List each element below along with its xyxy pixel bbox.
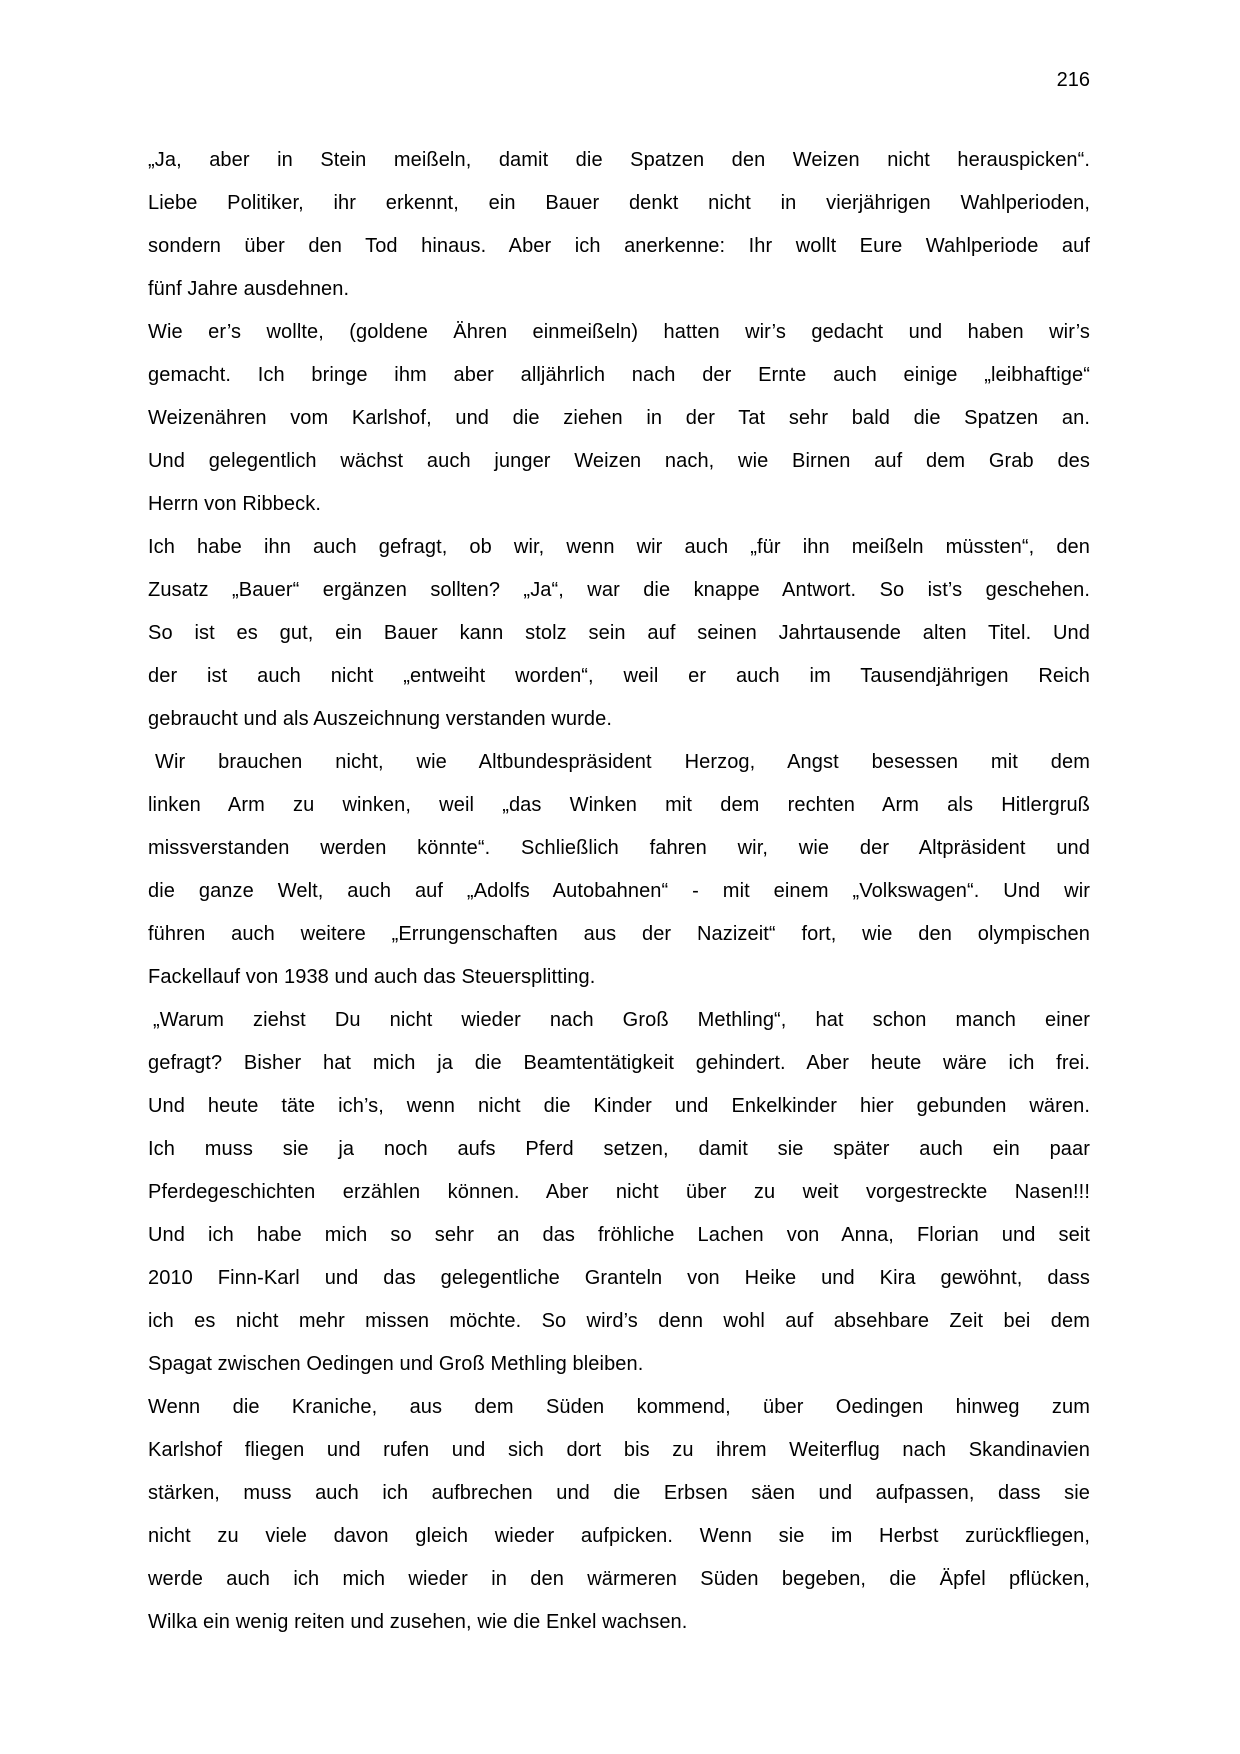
text-line: sondern über den Tod hinaus. Aber ich anerkenne: Ihr wollt Eure Wahlperiode auf bbox=[148, 235, 1090, 257]
text-line: Wenn die Kraniche, aus dem Süden kommend, über Oedingen hinweg zum bbox=[148, 1396, 1090, 1418]
text-line: stärken, muss auch ich aufbrechen und die Erbsen säen und aufpassen, dass sie bbox=[148, 1482, 1090, 1504]
text-line: Wie er’s wollte, (goldene Ähren einmeißeln) hatten wir’s gedacht und haben wir’s bbox=[148, 321, 1090, 343]
text-line: Liebe Politiker, ihr erkennt, ein Bauer denkt nicht in vierjährigen Wahlperioden, bbox=[148, 192, 1090, 214]
text-line: der ist auch nicht „entweiht worden“, weil er auch im Tausendjährigen Reich bbox=[148, 665, 1090, 687]
text-line: Fackellauf von 1938 und auch das Steuersplitting. bbox=[148, 966, 596, 988]
body-text bbox=[148, 139, 1090, 1644]
text-line: gebraucht und als Auszeichnung verstanden wurde. bbox=[148, 708, 612, 730]
paragraph bbox=[148, 741, 1090, 999]
text-line: Spagat zwischen Oedingen und Groß Methling bleiben. bbox=[148, 1353, 644, 1375]
text-line: nicht zu viele davon gleich wieder aufpicken. Wenn sie im Herbst zurückfliegen, bbox=[148, 1525, 1090, 1547]
text-line: Wir brauchen nicht, wie Altbundespräsident Herzog, Angst besessen mit dem bbox=[155, 751, 1090, 773]
text-line: So ist es gut, ein Bauer kann stolz sein auf seinen Jahrtausende alten Titel. Und bbox=[148, 622, 1090, 644]
text-line: Herrn von Ribbeck. bbox=[148, 493, 321, 515]
text-line: Pferdegeschichten erzählen können. Aber nicht über zu weit vorgestreckte Nasen!!! bbox=[148, 1181, 1090, 1203]
text-line: Ich muss sie ja noch aufs Pferd setzen, damit sie später auch ein paar bbox=[148, 1138, 1090, 1160]
text-line: Weizenähren vom Karlshof, und die ziehen in der Tat sehr bald die Spatzen an. bbox=[148, 407, 1090, 429]
text-line: Zusatz „Bauer“ ergänzen sollten? „Ja“, war die knappe Antwort. So ist’s geschehen. bbox=[148, 579, 1090, 601]
paragraph bbox=[148, 999, 1090, 1386]
text-line: gefragt? Bisher hat mich ja die Beamtentätigkeit gehindert. Aber heute wäre ich frei. bbox=[148, 1052, 1090, 1074]
text-line: führen auch weitere „Errungenschaften aus der Nazizeit“ fort, wie den olympischen bbox=[148, 923, 1090, 945]
text-line: Und gelegentlich wächst auch junger Weizen nach, wie Birnen auf dem Grab des bbox=[148, 450, 1090, 472]
text-line: 2010 Finn-Karl und das gelegentliche Granteln von Heike und Kira gewöhnt, dass bbox=[148, 1267, 1090, 1289]
text-line: linken Arm zu winken, weil „das Winken mit dem rechten Arm als Hitlergruß bbox=[148, 794, 1090, 816]
text-line: Karlshof fliegen und rufen und sich dort bis zu ihrem Weiterflug nach Skandinavien bbox=[148, 1439, 1090, 1461]
text-line: Wilka ein wenig reiten und zusehen, wie die Enkel wachsen. bbox=[148, 1611, 688, 1633]
paragraph bbox=[148, 311, 1090, 526]
text-line: die ganze Welt, auch auf „Adolfs Autobahnen“ - mit einem „Volkswagen“. Und wir bbox=[148, 880, 1090, 902]
text-line: ich es nicht mehr missen möchte. So wird’s denn wohl auf absehbare Zeit bei dem bbox=[148, 1310, 1090, 1332]
paragraph bbox=[148, 1386, 1090, 1644]
text-line: Ich habe ihn auch gefragt, ob wir, wenn wir auch „für ihn meißeln müssten“, den bbox=[148, 536, 1090, 558]
paragraph bbox=[148, 526, 1090, 741]
text-line: „Warum ziehst Du nicht wieder nach Groß Methling“, hat schon manch einer bbox=[153, 1009, 1090, 1031]
text-line: missverstanden werden könnte“. Schließlich fahren wir, wie der Altpräsident und bbox=[148, 837, 1090, 859]
text-line: werde auch ich mich wieder in den wärmeren Süden begeben, die Äpfel pflücken, bbox=[148, 1568, 1090, 1590]
text-line: „Ja, aber in Stein meißeln, damit die Spatzen den Weizen nicht herauspicken“. bbox=[148, 149, 1090, 171]
text-line: Und ich habe mich so sehr an das fröhliche Lachen von Anna, Florian und seit bbox=[148, 1224, 1090, 1246]
text-line: fünf Jahre ausdehnen. bbox=[148, 278, 350, 300]
paragraph bbox=[148, 139, 1090, 311]
page-number: 216 bbox=[1056, 69, 1090, 91]
text-line: Und heute täte ich’s, wenn nicht die Kinder und Enkelkinder hier gebunden wären. bbox=[148, 1095, 1090, 1117]
text-line: gemacht. Ich bringe ihm aber alljährlich nach der Ernte auch einige „leibhaftige“ bbox=[148, 364, 1090, 386]
